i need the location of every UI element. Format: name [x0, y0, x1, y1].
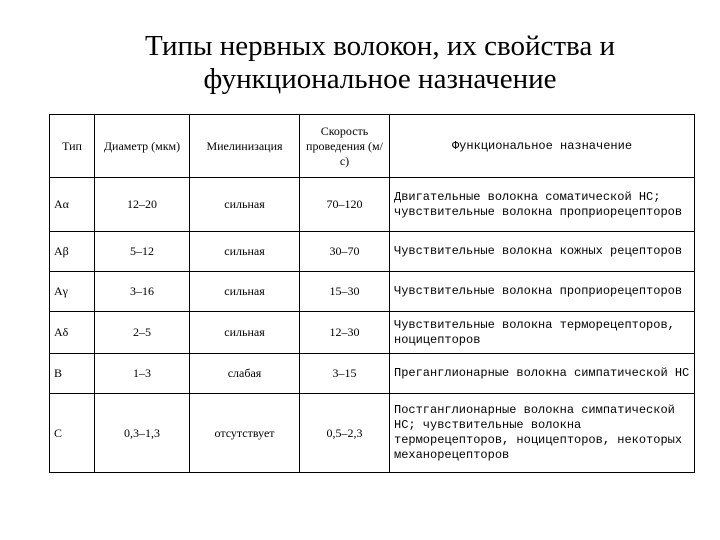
page-title — [60, 30, 700, 96]
cell-function: Чувствительные волокна проприорецепторов — [390, 272, 695, 312]
table-header-row — [50, 115, 695, 178]
header-speed: Скорость проведения (м/с) — [300, 115, 390, 178]
cell-type: B — [50, 354, 95, 394]
header-function: Функциональное назначение — [390, 115, 695, 178]
header-myelination: Миелинизация — [190, 115, 300, 178]
table-row — [50, 394, 695, 473]
cell-diameter: 12–20 — [95, 178, 190, 232]
cell-myelination: сильная — [190, 178, 300, 232]
cell-speed: 0,5–2,3 — [300, 394, 390, 473]
table-row — [50, 178, 695, 232]
cell-speed: 12–30 — [300, 312, 390, 354]
cell-function: Преганглионарные волокна симпатической НС — [390, 354, 695, 394]
cell-type: Aβ — [50, 232, 95, 272]
cell-function: Чувствительные волокна терморецепторов, ноцицепторов — [390, 312, 695, 354]
table-row — [50, 232, 695, 272]
table-row — [50, 272, 695, 312]
nerve-fibers-table — [49, 114, 695, 473]
cell-myelination: сильная — [190, 272, 300, 312]
cell-diameter: 0,3–1,3 — [95, 394, 190, 473]
cell-diameter: 5–12 — [95, 232, 190, 272]
cell-function: Двигательные волокна соматической НС; чувствительные волокна проприорецепторов — [390, 178, 695, 232]
title-line-1: Типы нервных волокон, их свойства и — [145, 30, 615, 62]
title-line-2: функциональное назначение — [203, 63, 557, 95]
cell-diameter: 2–5 — [95, 312, 190, 354]
cell-diameter: 1–3 — [95, 354, 190, 394]
cell-type: Aγ — [50, 272, 95, 312]
cell-myelination: отсутствует — [190, 394, 300, 473]
cell-function: Чувствительные волокна кожных рецепторов — [390, 232, 695, 272]
cell-speed: 70–120 — [300, 178, 390, 232]
table-row — [50, 312, 695, 354]
cell-speed: 3–15 — [300, 354, 390, 394]
cell-type: Aα — [50, 178, 95, 232]
cell-speed: 15–30 — [300, 272, 390, 312]
cell-myelination: сильная — [190, 232, 300, 272]
cell-myelination: слабая — [190, 354, 300, 394]
cell-function: Постганглионарные волокна симпатической НС; чувствительные волокна терморецепторов, ноцицепторов, некоторых механорецепторов — [390, 394, 695, 473]
header-type: Тип — [50, 115, 95, 178]
cell-myelination: сильная — [190, 312, 300, 354]
cell-speed: 30–70 — [300, 232, 390, 272]
cell-diameter: 3–16 — [95, 272, 190, 312]
cell-type: C — [50, 394, 95, 473]
table-row — [50, 354, 695, 394]
header-diameter: Диаметр (мкм) — [95, 115, 190, 178]
cell-type: Aδ — [50, 312, 95, 354]
